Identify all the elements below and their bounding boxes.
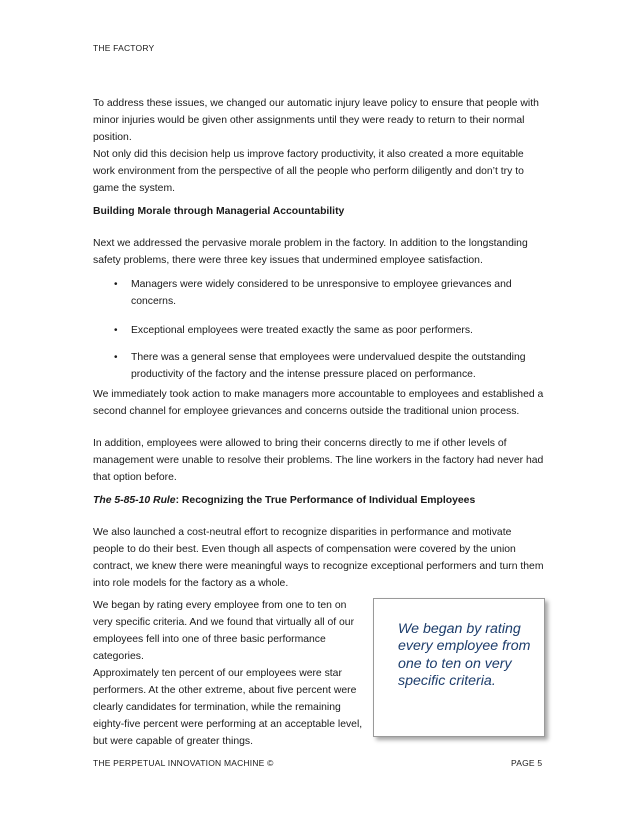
paragraph-text: To address these issues, we changed our automatic injury leave policy to ensure that people with minor injuries would be given other assignments until they were ready to return to their normal position. (93, 98, 539, 143)
paragraph-injury-policy (93, 95, 545, 146)
section-heading-5-85-10 (93, 492, 545, 509)
bullet-marker: • (114, 352, 118, 363)
pull-quote-box (373, 598, 545, 737)
page-number: PAGE 5 (511, 758, 543, 768)
heading-text: Building Morale through Managerial Accountability (93, 206, 345, 217)
heading-text (93, 492, 545, 509)
paragraph-productivity (93, 146, 545, 197)
heading-emphasis: The 5-85-10 Rule (93, 495, 176, 506)
section-heading-morale (93, 203, 545, 220)
pull-quote-text: We began by rating every employee from one to ten on very specific criteria. (398, 621, 531, 690)
paragraph-text: Next we addressed the pervasive morale problem in the factory. In addition to the longstanding safety problems, there were three key issues that undermined employee satisfaction. (93, 238, 528, 266)
list-item-text: Exceptional employees were treated exactly the same as poor performers. (131, 325, 473, 336)
paragraph-morale-problem (93, 235, 545, 269)
running-header: THE FACTORY (93, 43, 155, 53)
running-footer-title: THE PERPETUAL INNOVATION MACHINE © (93, 758, 274, 768)
paragraph-direct-concerns (93, 435, 545, 486)
list-item-text: Managers were widely considered to be unresponsive to employee grievances and concerns. (131, 279, 512, 307)
bullet-marker: • (114, 325, 118, 336)
paragraph-star-performers (93, 665, 365, 750)
paragraph-rating (93, 597, 365, 665)
bullet-marker: • (114, 279, 118, 290)
heading-rest: : Recognizing the True Performance of Individual Employees (175, 495, 476, 506)
paragraph-accountability-action (93, 386, 545, 420)
paragraph-text: We began by rating every employee from one to ten on very specific criteria. And we found that virtually all of our employees fell into one of three basic performance categories. (93, 600, 355, 662)
paragraph-cost-neutral (93, 524, 545, 592)
paragraph-text: Not only did this decision help us improve factory productivity, it also created a more equitable work environment from the perspective of all the people who perform diligently and don’t try to game the system. (93, 149, 524, 194)
paragraph-text: We also launched a cost-neutral effort to recognize disparities in performance and motivate people to do their best. Even though all aspects of compensation were covered by the union contract, we knew there were meaningful ways to recognize exceptional performers and turn them into role models for the factory as a whole. (93, 527, 544, 589)
paragraph-text: In addition, employees were allowed to bring their concerns directly to me if other levels of management were unable to resolve their problems. The line workers in the factory had never had that option before. (93, 438, 544, 483)
list-item-text: There was a general sense that employees were undervalued despite the outstanding productivity of the factory and the intense pressure placed on performance. (131, 352, 526, 380)
paragraph-text: We immediately took action to make managers more accountable to employees and established a second channel for employee grievances and concerns outside the traditional union process. (93, 389, 544, 417)
paragraph-text: Approximately ten percent of our employees were star performers. At the other extreme, about five percent were clearly candidates for termination, while the remaining eighty-five percent were performing at an acceptable level, but were capable of greater things. (93, 668, 363, 747)
